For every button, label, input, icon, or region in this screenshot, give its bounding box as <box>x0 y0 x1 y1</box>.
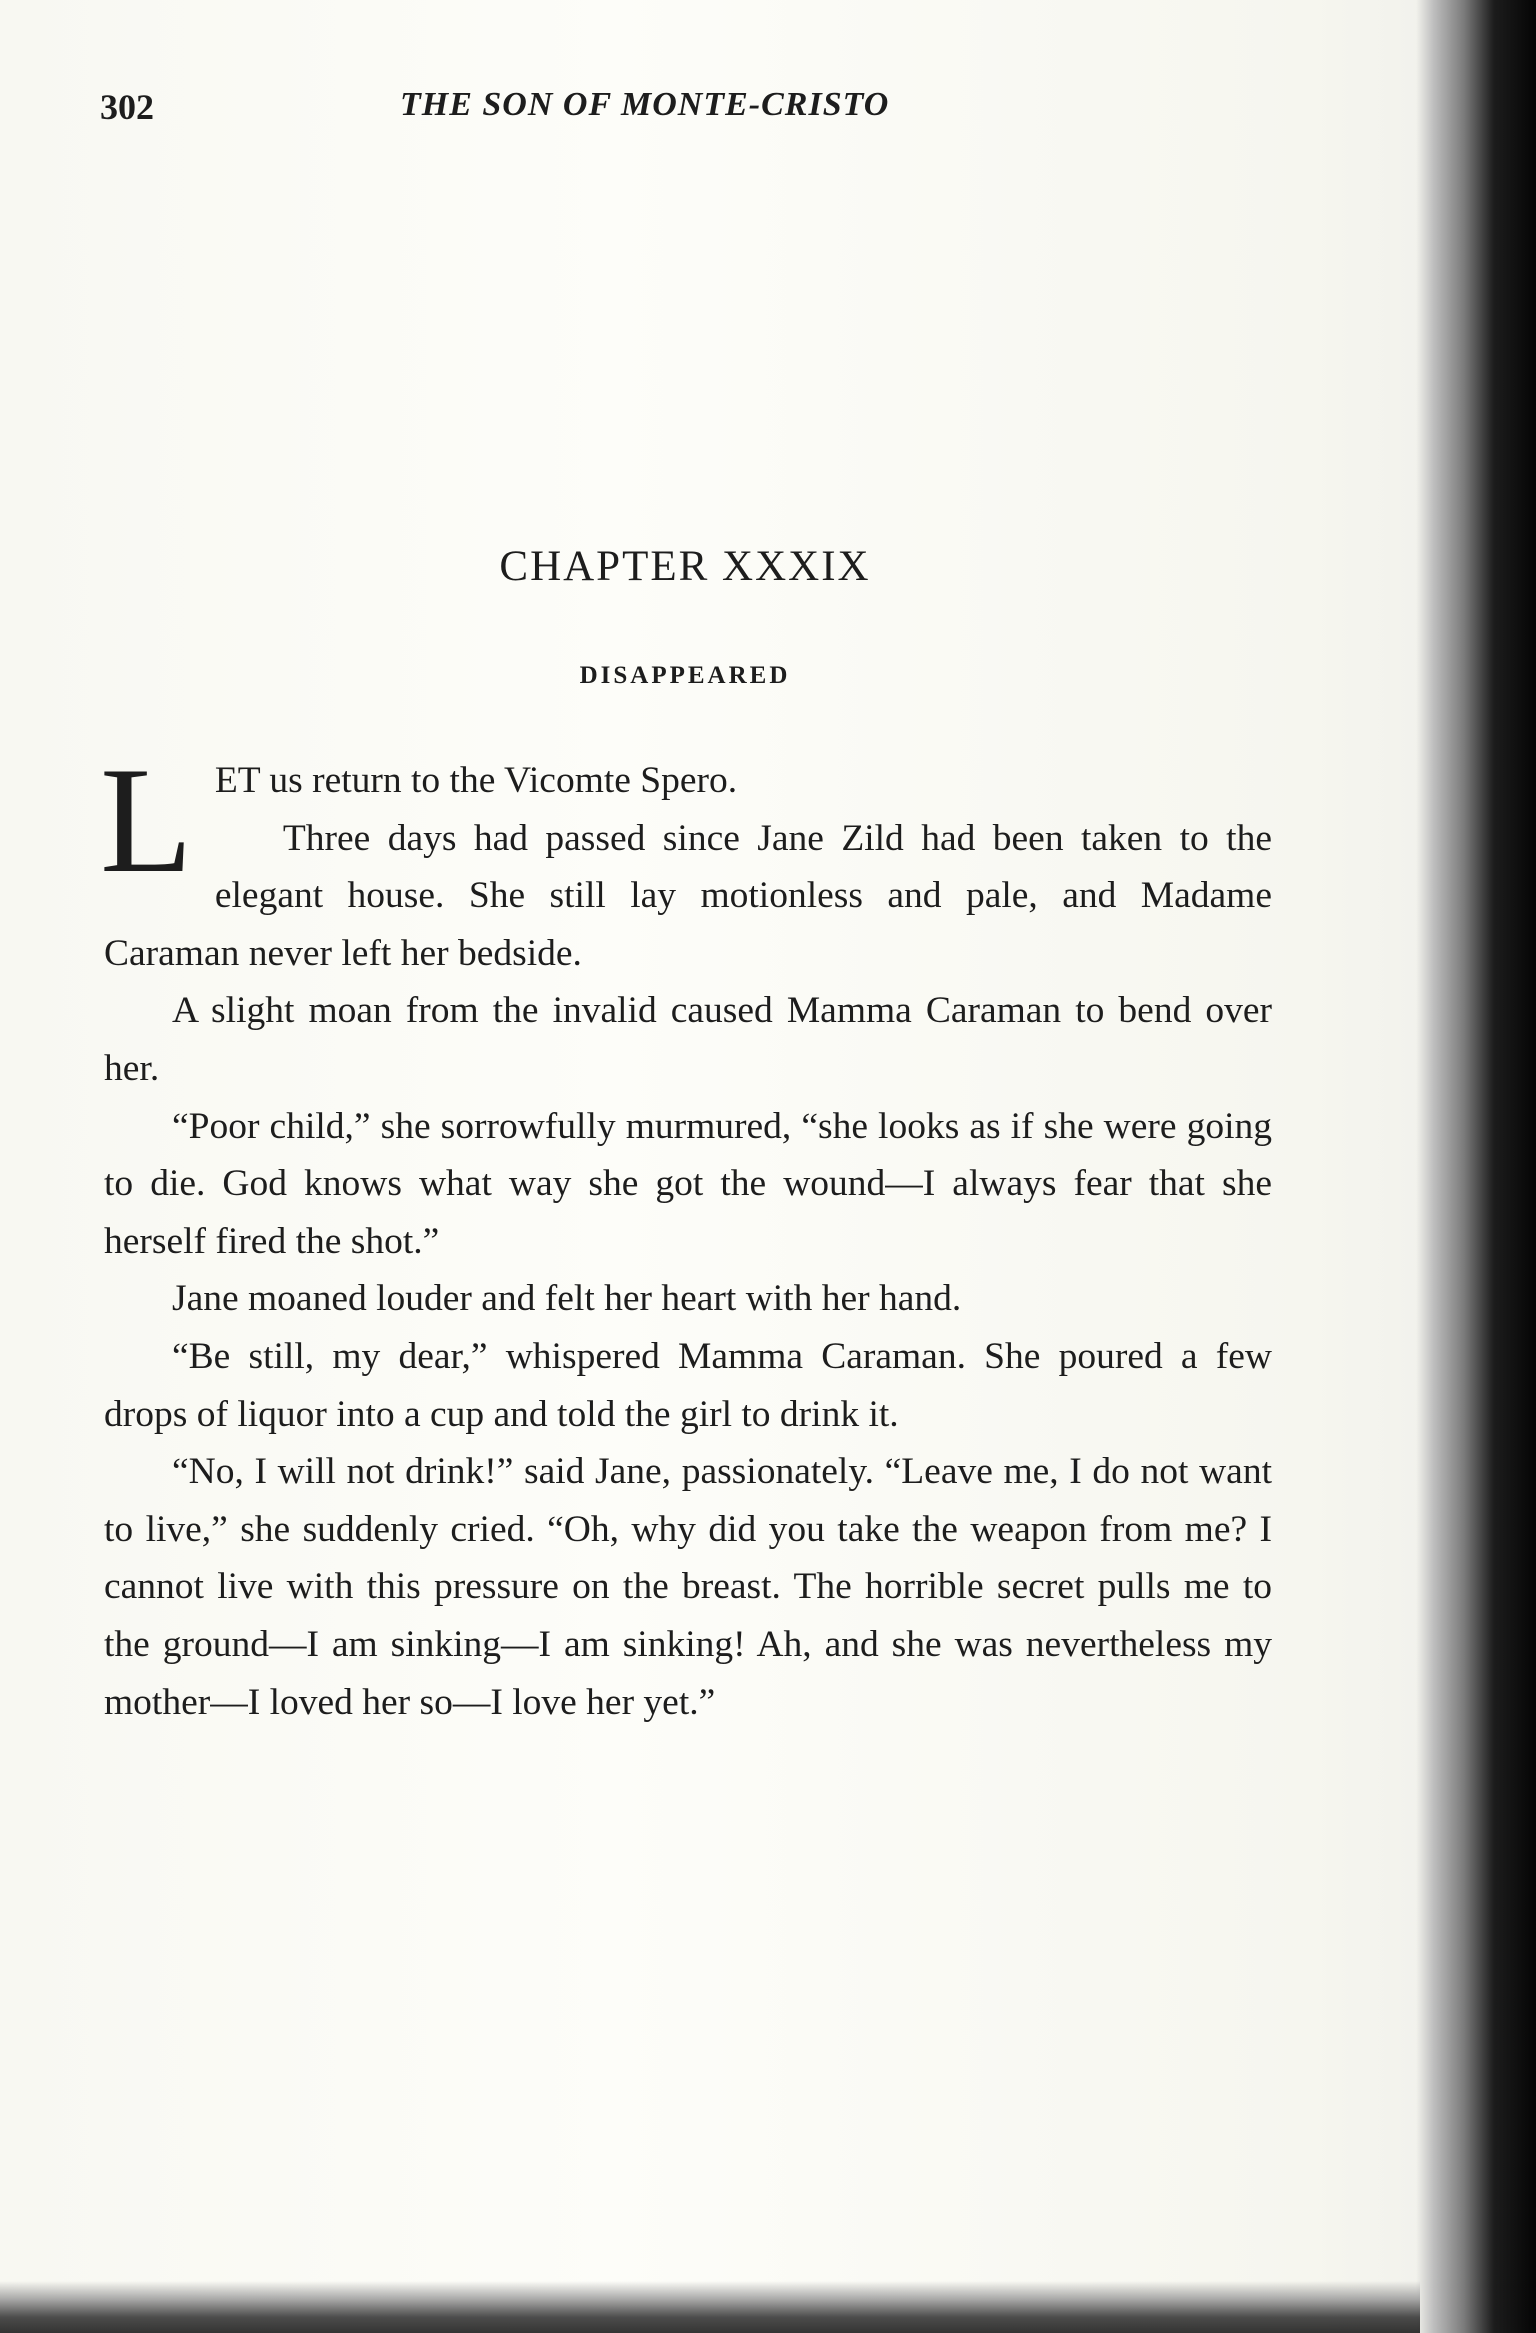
paragraph-text: ET us return to the Vicomte Spero. <box>214 760 738 801</box>
paragraph: Three days had passed since Jane Zild had been taken to the elegant house. She still lay motionless and pale, and Madame Caraman never left her bedside. <box>104 817 1272 974</box>
chapter-subtitle: DISAPPEARED <box>579 662 791 689</box>
paragraph: “Be still, my dear,” whispered Mamma Caraman. She poured a few drops of liquor into a cup and told the girl to drink it. <box>104 1335 1272 1435</box>
drop-cap: L <box>100 736 193 904</box>
paragraph: Jane moaned louder and felt her heart with her hand. <box>172 1278 962 1320</box>
running-head <box>100 86 1280 126</box>
scan-edge <box>0 2281 1420 2333</box>
paragraph: “No, I will not drink!” said Jane, passionately. “Leave me, I do not want to live,” she suddenly cried. “Oh, why did you take the weapon from me? I cannot live with this pressure on the breast. The horrible secret pulls me to the ground—I am sinking—I am sinking! Ah, and she was nevertheless my mother—I loved her so—I love her yet.” <box>104 1451 1272 1723</box>
page-number: 302 <box>100 87 154 127</box>
paragraph: A slight moan from the invalid caused Mamma Caraman to bend over her. <box>104 990 1272 1089</box>
running-title: THE SON OF MONTE-CRISTO <box>400 86 890 123</box>
chapter-title: CHAPTER XXXIX <box>499 543 871 590</box>
page-binding-shadow <box>1416 0 1536 2333</box>
paragraph: “Poor child,” she sorrowfully murmured, “she looks as if she were going to die. God knows what way she got the wound—I always fear that she herself fired the shot.” <box>104 1105 1272 1262</box>
chapter-text <box>100 736 1272 1731</box>
